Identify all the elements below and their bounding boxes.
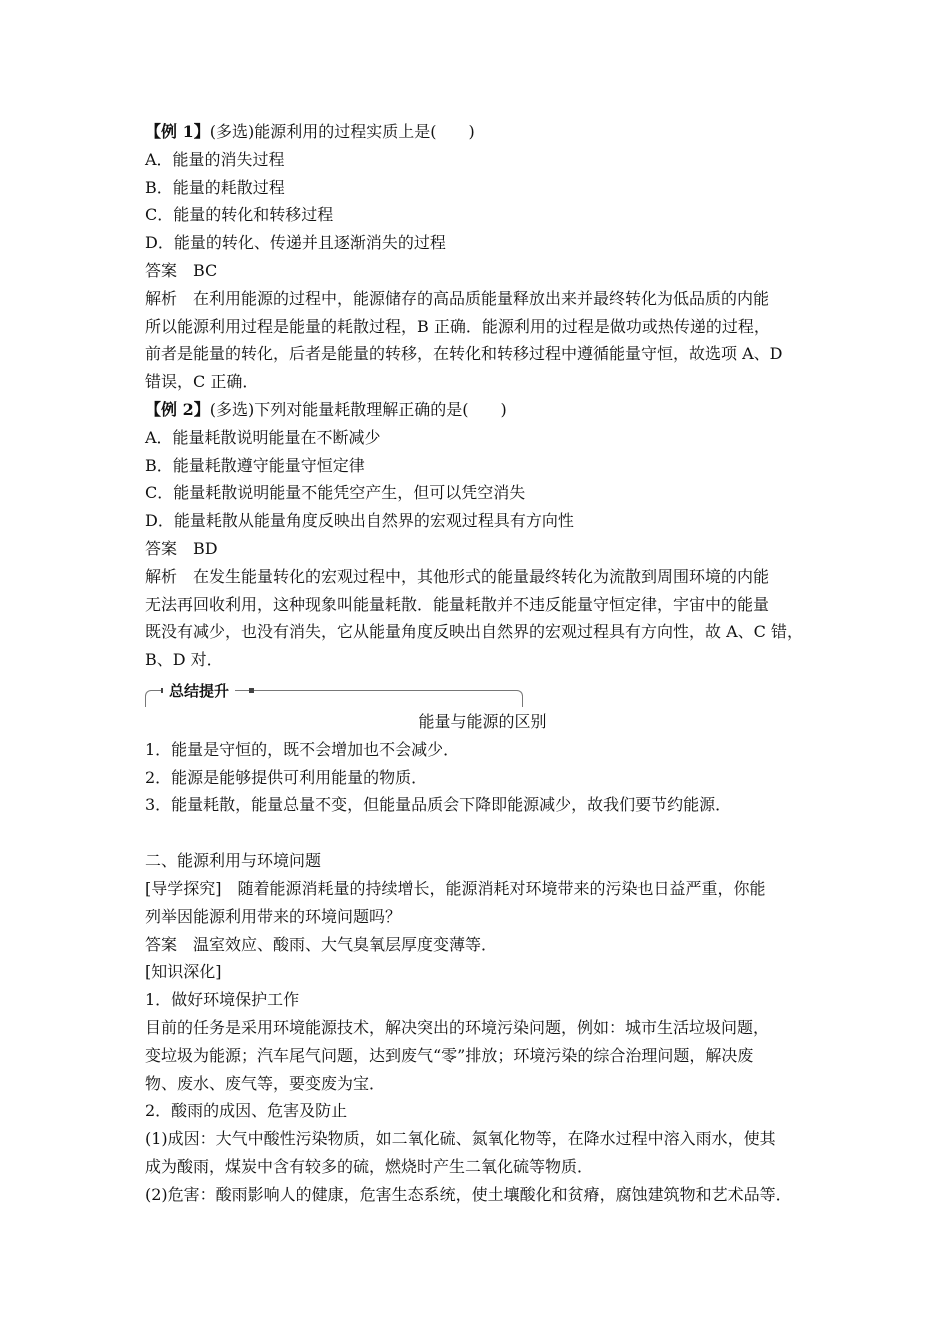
example-1-option-b: B．能量的耗散过程 bbox=[145, 177, 285, 197]
example-1-analysis-line: 错误，C 正确． bbox=[145, 372, 259, 392]
explore-answer: 答案 温室效应、酸雨、大气臭氧层厚度变薄等． bbox=[145, 934, 498, 954]
explore-line: 列举因能源利用带来的环境问题吗？ bbox=[145, 906, 402, 926]
example-2-answer: 答案 BD bbox=[145, 538, 218, 558]
example-2-option-a: A．能量耗散说明能量在不断减少 bbox=[145, 427, 381, 447]
example-2-question: 【例 2】(多选)下列对能量耗散理解正确的是( ) bbox=[145, 399, 507, 419]
example-2-analysis-line: 解析 在发生能量转化的宏观过程中，其他形式的能量最终转化为流散到周围环境的内能 bbox=[145, 566, 770, 586]
point-1-text: 物、废水、废气等，要变废为宝． bbox=[145, 1073, 386, 1093]
summary-item: 2．能源是能够提供可利用能量的物质． bbox=[145, 767, 428, 787]
summary-bullet-icon bbox=[249, 688, 254, 693]
example-1-answer: 答案 BC bbox=[145, 260, 218, 280]
explore-line: [导学探究] 随着能源消耗量的持续增长，能源消耗对环境带来的污染也日益严重，你能 bbox=[145, 878, 766, 898]
example-1-option-a: A．能量的消失过程 bbox=[145, 149, 285, 169]
summary-header bbox=[145, 680, 820, 708]
example-2-option-b: B．能量耗散遵守能量守恒定律 bbox=[145, 455, 365, 475]
document-body bbox=[145, 118, 820, 1208]
summary-label: 总结提升 bbox=[163, 680, 235, 702]
example-1-analysis-line: 前者是能量的转化，后者是能量的转移，在转化和转移过程中遵循能量守恒，故选项 A、D bbox=[145, 344, 783, 364]
example-2-option-c: C．能量耗散说明能量不能凭空产生，但可以凭空消失 bbox=[145, 483, 526, 503]
point-1-text: 目前的任务是采用环境能源技术，解决突出的环境污染问题，例如：城市生活垃圾问题， bbox=[145, 1017, 770, 1037]
example-1-option-d: D．能量的转化、传递并且逐渐消失的过程 bbox=[145, 233, 446, 253]
example-1-option-c: C．能量的转化和转移过程 bbox=[145, 205, 334, 225]
example-2-analysis-line: B、D 对． bbox=[145, 650, 223, 670]
deepen-heading: [知识深化] bbox=[145, 962, 222, 982]
point-1-text: 变垃圾为能源；汽车尾气问题，达到废气“零”排放；环境污染的综合治理问题，解决废 bbox=[145, 1045, 754, 1065]
example-2-tag: 【例 2】 bbox=[145, 399, 210, 419]
example-2-analysis-line: 既没有减少，也没有消失，它从能量角度反映出自然界的宏观过程具有方向性，故 A、C 错， bbox=[145, 622, 803, 642]
example-1-analysis-line: 解析 在利用能源的过程中，能源储存的高品质能量释放出来并最终转化为低品质的内能 bbox=[145, 288, 770, 308]
point-2-harm: (2)危害：酸雨影响人的健康，危害生态系统，使土壤酸化和贫瘠，腐蚀建筑物和艺术品等． bbox=[145, 1184, 792, 1204]
summary-item: 3．能量耗散，能量总量不变，但能量品质会下降即能源减少，故我们要节约能源． bbox=[145, 795, 732, 815]
section-heading: 二、能源利用与环境问题 bbox=[145, 851, 322, 871]
example-2-option-d: D．能量耗散从能量角度反映出自然界的宏观过程具有方向性 bbox=[145, 511, 574, 531]
point-2-cause: (1)成因：大气中酸性污染物质，如二氧化硫、氮氧化物等，在降水过程中溶入雨水，使其 bbox=[145, 1129, 776, 1149]
example-1-analysis-line: 所以能源利用过程是能量的耗散过程，B 正确．能源利用的过程是做功或热传递的过程， bbox=[145, 316, 770, 336]
point-1-title: 1．做好环境保护工作 bbox=[145, 990, 300, 1010]
example-2-analysis-line: 无法再回收利用，这种现象叫能量耗散．能量耗散并不违反能量守恒定律，宇宙中的能量 bbox=[145, 594, 770, 614]
point-2-cause: 成为酸雨，煤炭中含有较多的硫，燃烧时产生二氧化硫等物质． bbox=[145, 1156, 594, 1176]
example-1-question: 【例 1】(多选)能源利用的过程实质上是( ) bbox=[145, 122, 475, 141]
point-2-title: 2．酸雨的成因、危害及防止 bbox=[145, 1101, 348, 1121]
summary-title: 能量与能源的区别 bbox=[418, 711, 547, 731]
summary-item: 1．能量是守恒的，既不会增加也不会减少． bbox=[145, 739, 460, 759]
example-1-tag: 【例 1】 bbox=[145, 122, 210, 141]
